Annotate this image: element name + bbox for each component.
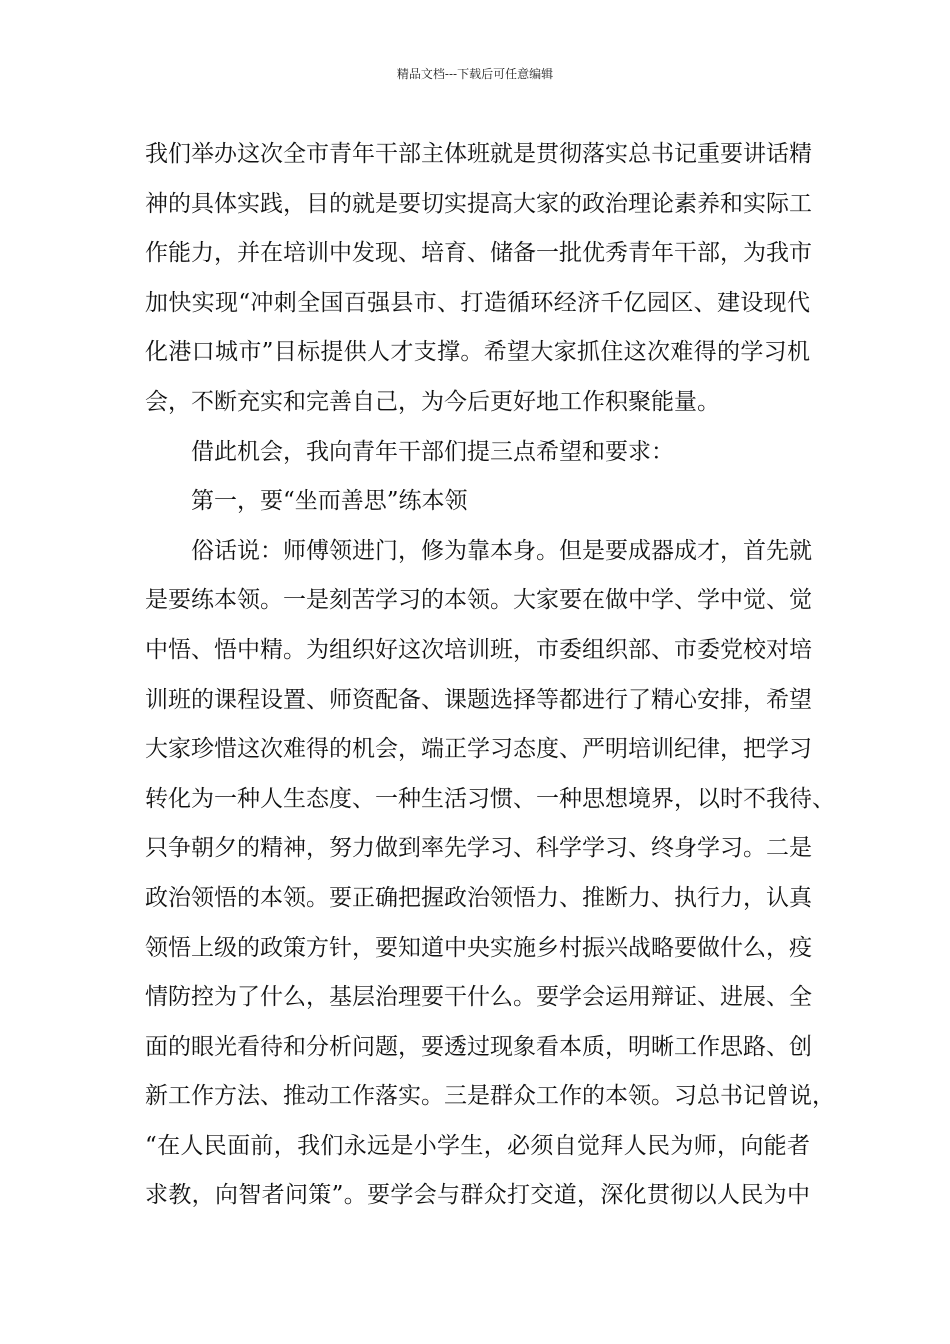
- body-line: 新工作方法、推动工作落实。三是群众工作的本领。习总书记曾说，: [145, 1083, 835, 1110]
- body-line: 化港口城市”目标提供人才支撑。希望大家抓住这次难得的学习机: [145, 339, 810, 366]
- document-body: [145, 130, 835, 1221]
- body-line: 训班的课程设置、师资配备、课题选择等都进行了精心安排，希望: [145, 686, 812, 713]
- body-line: 领悟上级的政策方针，要知道中央实施乡村振兴战略要做什么，疫: [145, 934, 812, 961]
- body-line: 借此机会，我向青年干部们提三点希望和要求：: [191, 438, 674, 465]
- body-line: 情防控为了什么，基层治理要干什么。要学会运用辩证、进展、全: [145, 984, 812, 1011]
- body-line: 政治领悟的本领。要正确把握政治领悟力、推断力、执行力，认真: [145, 884, 812, 911]
- body-line: 求教，向智者问策”。要学会与群众打交道，深化贯彻以人民为中: [145, 1182, 810, 1209]
- body-line: 中悟、悟中精。为组织好这次培训班，市委组织部、市委党校对培: [145, 636, 812, 663]
- body-line: 转化为一种人生态度、一种生活习惯、一种思想境界，以时不我待、: [145, 785, 835, 812]
- body-line: 作能力，并在培训中发现、培育、储备一批优秀青年干部，为我市: [145, 240, 812, 267]
- page-header: 精品文档---下载后可任意编辑: [396, 67, 554, 81]
- body-line: 面的眼光看待和分析问题，要透过现象看本质，明晰工作思路、创: [145, 1033, 812, 1060]
- body-line: 我们举办这次全市青年干部主体班就是贯彻落实总书记重要讲话精: [145, 141, 812, 167]
- body-line: 大家珍惜这次难得的机会，端正学习态度、严明培训纪律，把学习: [145, 736, 812, 763]
- body-line: “在人民面前，我们永远是小学生，必须自觉拜人民为师，向能者: [145, 1132, 810, 1159]
- body-line: 加快实现“冲刺全国百强县市、打造循环经济千亿园区、建设现代: [145, 289, 810, 316]
- section-heading: 第一，要“坐而善思”练本领: [191, 488, 468, 515]
- body-line: 俗话说：师傅领进门，修为靠本身。但是要成器成才，首先就: [191, 537, 812, 564]
- body-line: 是要练本领。一是刻苦学习的本领。大家要在做中学、学中觉、觉: [145, 587, 812, 614]
- body-line: 神的具体实践，目的就是要切实提高大家的政治理论素养和实际工: [145, 190, 812, 217]
- body-line: 只争朝夕的精神，努力做到率先学习、科学学习、终身学习。二是: [145, 835, 812, 862]
- body-line: 会，不断充实和完善自己，为今后更好地工作积聚能量。: [145, 388, 720, 415]
